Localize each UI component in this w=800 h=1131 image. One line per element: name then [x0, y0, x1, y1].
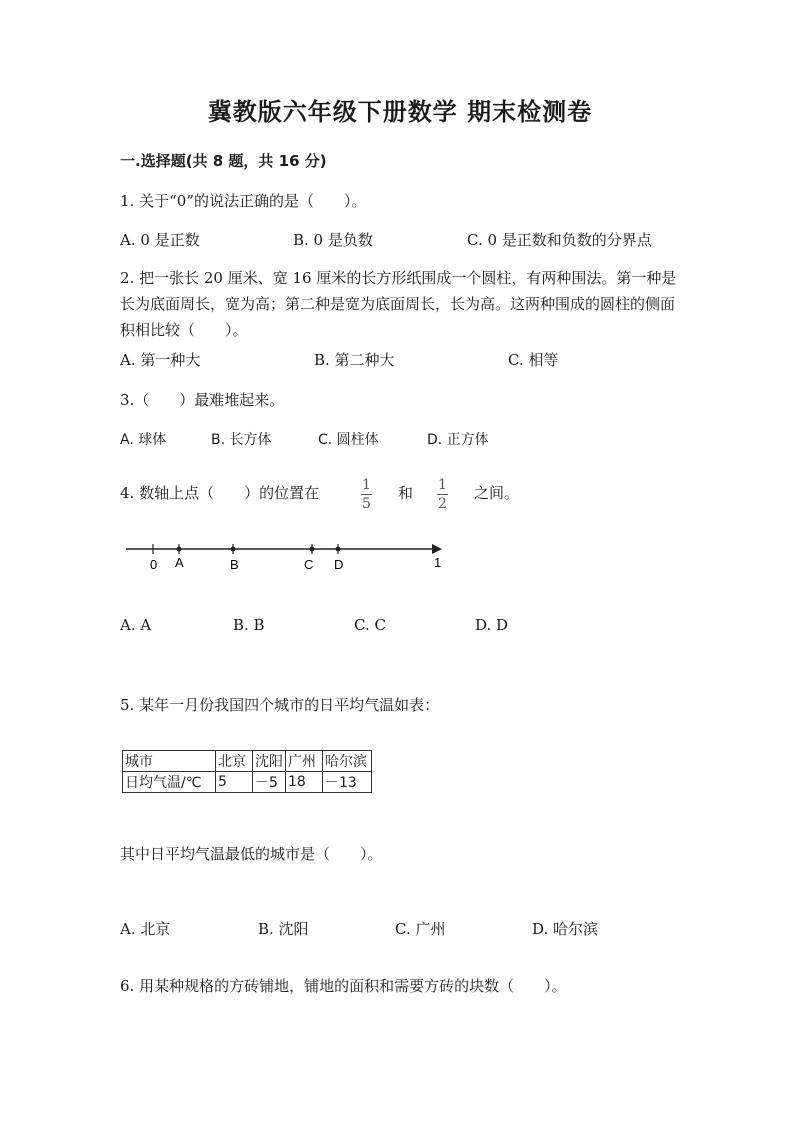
table-header-cell: 哈尔滨 — [323, 751, 372, 772]
label-c: C — [304, 557, 314, 572]
table-header-cell: 沈阳 — [253, 751, 286, 772]
label-1: 1 — [434, 555, 442, 570]
fraction-numerator: 1 — [438, 477, 447, 493]
q5-option-a[interactable]: A. 北京 — [120, 920, 171, 938]
point-d — [336, 547, 341, 552]
question-2: 2. 把一张长 20 厘米、宽 16 厘米的长方形纸围成一个圆柱，有两种围法。第一种是长为底面周长，宽为高；第二种是宽为底面周长，长为高。这两种围成的圆柱的侧面积相比较（ ）。 — [120, 269, 677, 339]
label-0: 0 — [150, 557, 158, 572]
page-title: 冀教版六年级下册数学 期末检测卷 — [207, 98, 593, 126]
table-row — [123, 751, 372, 772]
question-5-prompt: 其中日平均气温最低的城市是（ ）。 — [120, 845, 383, 863]
table-cell: －5 — [253, 772, 286, 793]
q5-option-b[interactable]: B. 沈阳 — [258, 920, 309, 938]
fraction-denominator: 5 — [362, 496, 371, 512]
point-c — [310, 547, 315, 552]
fraction-denominator: 2 — [438, 496, 447, 512]
fraction-one-half — [437, 477, 448, 512]
question-1: 1. 关于“0”的说法正确的是（ ）。 — [120, 192, 367, 210]
q3-option-b[interactable]: B. 长方体 — [211, 432, 272, 448]
question-4-text: 4. 数轴上点（ ）的位置在 — [120, 484, 320, 502]
fraction-numerator: 1 — [362, 477, 371, 493]
question-4-and: 和 — [398, 484, 414, 502]
q3-option-c[interactable]: C. 圆柱体 — [318, 432, 379, 448]
question-5: 5. 某年一月份我国四个城市的日平均气温如表： — [120, 696, 440, 714]
number-line — [120, 535, 460, 580]
q4-option-a[interactable]: A. A — [120, 616, 152, 634]
table-cell: 18 — [286, 772, 323, 793]
label-b: B — [230, 557, 239, 572]
section-heading: 一.选择题(共 8 题，共 16 分) — [120, 152, 327, 170]
question-4-end: 之间。 — [474, 484, 520, 502]
q3-option-a[interactable]: A. 球体 — [120, 432, 167, 448]
q5-option-d[interactable]: D. 哈尔滨 — [532, 920, 599, 938]
q2-option-c[interactable]: C. 相等 — [508, 351, 559, 369]
table-cell: 日均气温/℃ — [123, 772, 216, 793]
table-cell: 5 — [216, 772, 253, 793]
table-cell: －13 — [323, 772, 372, 793]
q1-option-a[interactable]: A. 0 是正数 — [120, 231, 200, 249]
q2-option-b[interactable]: B. 第二种大 — [314, 351, 395, 369]
table-header-cell: 城市 — [123, 751, 216, 772]
arrow-icon — [432, 544, 442, 554]
q1-option-b[interactable]: B. 0 是负数 — [293, 231, 373, 249]
q5-option-c[interactable]: C. 广州 — [395, 920, 446, 938]
label-a: A — [175, 555, 184, 570]
q1-option-c[interactable]: C. 0 是正数和负数的分界点 — [467, 231, 652, 249]
q2-option-a[interactable]: A. 第一种大 — [120, 351, 201, 369]
q4-option-b[interactable]: B. B — [233, 616, 265, 634]
question-3: 3.（ ）最难堆起来。 — [120, 391, 285, 409]
q4-option-c[interactable]: C. C — [354, 616, 386, 634]
table-row — [123, 772, 372, 793]
point-a — [177, 547, 182, 552]
q4-option-d[interactable]: D. D — [475, 616, 509, 634]
point-b — [231, 547, 236, 552]
table-header-cell: 北京 — [216, 751, 253, 772]
question-6: 6. 用某种规格的方砖铺地，铺地的面积和需要方砖的块数（ ）。 — [120, 977, 567, 995]
fraction-one-fifth — [361, 477, 372, 512]
q3-option-d[interactable]: D. 正方体 — [427, 432, 489, 448]
label-d: D — [334, 557, 344, 572]
temperature-table — [122, 750, 372, 793]
table-header-cell: 广州 — [286, 751, 323, 772]
